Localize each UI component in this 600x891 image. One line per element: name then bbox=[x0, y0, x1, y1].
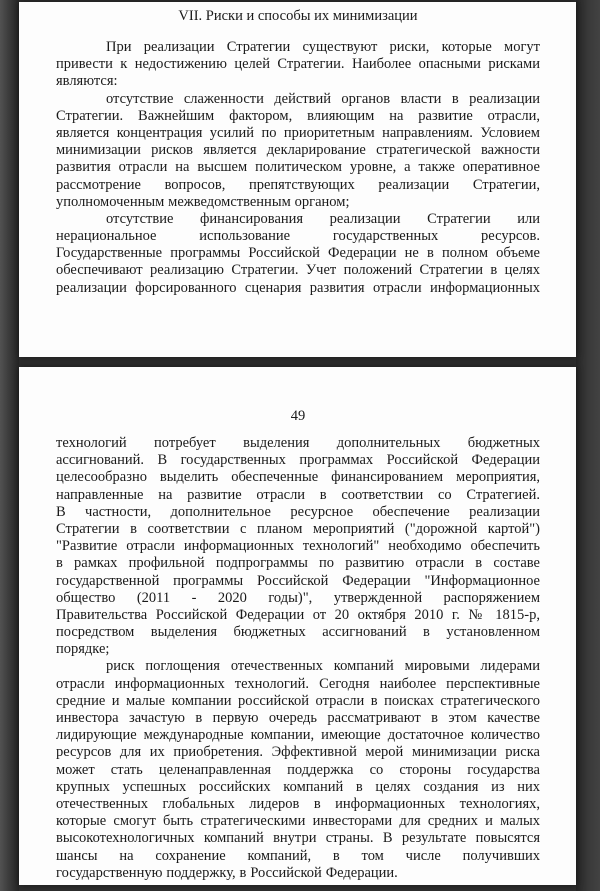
document-page-1 bbox=[19, 2, 576, 357]
text-line: отсутствие финансирования реализации Стратегии или bbox=[106, 210, 540, 227]
viewer-margin-right bbox=[576, 0, 600, 891]
text-line: обеспечивают реализацию Стратегии. Учет положений Стратегии в целях bbox=[56, 262, 540, 279]
text-line: является концентрация усилий по приоритетным направлениям. Условием bbox=[56, 124, 540, 141]
page-number: 49 bbox=[290, 408, 306, 424]
text-line: нерациональное использование государственных ресурсов. bbox=[56, 228, 540, 245]
text-line: Государственные программы Российской Федерации не в полном объеме bbox=[56, 245, 540, 262]
text-line: может стать целенаправленная поддержка со стороны государства bbox=[56, 761, 540, 778]
text-line: отсутствие слаженности действий органов власти в реализации bbox=[106, 90, 540, 107]
text-line: Правительства Российской Федерации от 20 октября 2010 г. № 1815-р, bbox=[56, 606, 540, 623]
text-line: целесообразно выделить обеспеченные финансированием мероприятия, bbox=[56, 469, 540, 486]
page-2-body-text bbox=[56, 435, 540, 882]
text-line: развития отрасли на высшем политическом уровне, а также оперативное bbox=[56, 159, 540, 176]
text-line: крупных успешных российских компаний в целях создания из них bbox=[56, 778, 540, 795]
text-line: рассмотрение вопросов, препятствующих реализации Стратегии, bbox=[56, 176, 540, 193]
text-line: Стратегии в соответствии с планом мероприятий ("дорожной картой") bbox=[56, 520, 540, 537]
text-line: шансы на сохранение компаний, в том числе получивших bbox=[56, 847, 540, 864]
text-line: в рамках профильной подпрограммы по развитию отрасли в составе bbox=[56, 555, 540, 572]
text-line: уполномоченным межведомственным органом; bbox=[56, 193, 350, 210]
text-line: посредством выделения бюджетных ассигнований в установленном bbox=[56, 624, 540, 641]
text-line: являются: bbox=[56, 73, 118, 90]
text-line: средние и малые компании российской отрасли в поисках стратегического bbox=[56, 692, 540, 709]
text-line: реализации форсированного сценария развития отрасли информационных bbox=[56, 279, 540, 296]
viewer-margin-left bbox=[0, 0, 19, 891]
text-line: государственной программы Российской Федерации "Информационное bbox=[56, 572, 540, 589]
text-line: инвестора зачастую в первую очередь рассматривают в этом качестве bbox=[56, 710, 540, 726]
text-line: ресурсов для их приобретения. Эффективной мерой минимизации риска bbox=[56, 744, 540, 761]
text-line: отрасли информационных технологий. Сегодня наиболее перспективные bbox=[56, 675, 540, 692]
text-line: При реализации Стратегии существуют риски, которые могут bbox=[106, 39, 540, 55]
text-line: отечественных глобальных лидеров в информационных технологиях, bbox=[56, 795, 540, 812]
document-page-2 bbox=[19, 367, 576, 885]
text-line: которые смогут быть стратегическими инвесторами для средних и малых bbox=[56, 813, 540, 830]
text-line: Стратегии. Важнейшим фактором, влияющим на развитие отрасли, bbox=[56, 107, 540, 124]
page-1-body-text bbox=[56, 39, 540, 297]
text-line: государственную поддержку, в Российской Федерации. bbox=[56, 864, 398, 881]
text-line: ассигнований. В государственных программах Российской Федерации bbox=[56, 452, 540, 469]
section-heading: VII. Риски и способы их минимизации bbox=[178, 8, 418, 24]
text-line: порядке; bbox=[56, 641, 110, 658]
text-line: направленные на развитие отрасли в соответствии со Стратегией. bbox=[56, 486, 540, 503]
text-line: лидирующие международные компании, имеющие достаточное количество bbox=[56, 727, 540, 744]
text-line: минимизации рисков является декларирование стратегической важности bbox=[56, 142, 540, 159]
text-line: В частности, дополнительное ресурсное обеспечение реализации bbox=[56, 503, 540, 520]
text-line: риск поглощения отечественных компаний мировыми лидерами bbox=[106, 658, 540, 675]
text-line: "Развитие отрасли информационных технологий" необходимо обеспечить bbox=[56, 538, 540, 555]
text-line: высокотехнологичных компаний внутри страны. В результате повысятся bbox=[56, 830, 540, 847]
text-line: технологий потребует выделения дополнительных бюджетных bbox=[56, 435, 540, 451]
text-line: общество (2011 - 2020 годы)", утвержденной распоряжением bbox=[56, 589, 540, 606]
text-line: привести к недостижению целей Стратегии. Наиболее опасными рисками bbox=[56, 56, 540, 73]
